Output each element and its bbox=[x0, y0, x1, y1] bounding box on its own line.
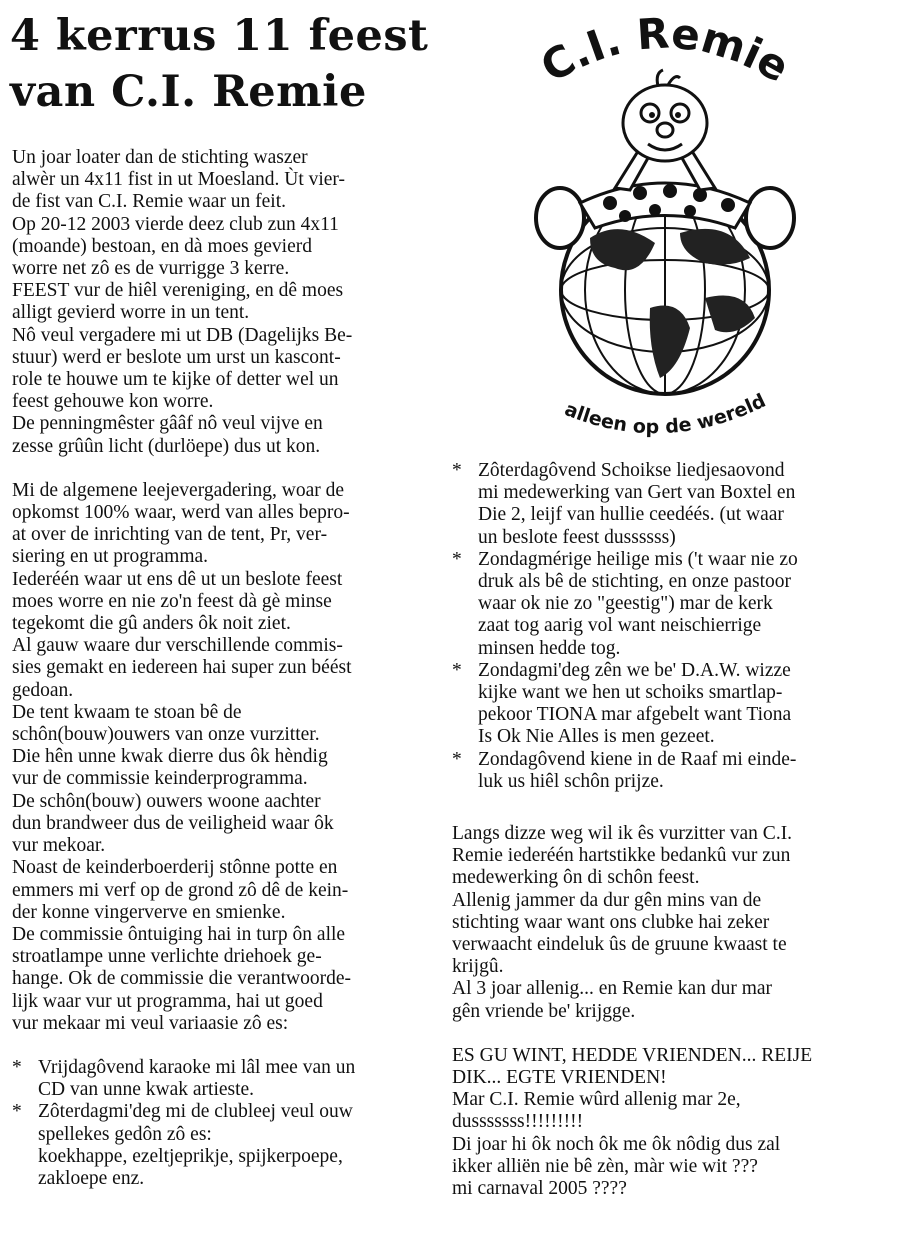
paragraph-gap bbox=[12, 458, 432, 480]
right-column bbox=[452, 460, 880, 1200]
bullet-marker: * bbox=[12, 1101, 22, 1123]
bullet-item bbox=[452, 749, 880, 793]
cartoon-figure-on-globe-icon bbox=[530, 68, 800, 398]
bullet-item bbox=[452, 660, 880, 749]
logo-slogan bbox=[540, 388, 790, 458]
left-column bbox=[12, 147, 432, 1190]
bullet-marker: * bbox=[452, 659, 462, 681]
paragraph: Mar C.I. Remie wûrd allenig mar 2e, dusssssss!!!!!!!!! bbox=[452, 1089, 741, 1133]
bullet-item bbox=[452, 460, 880, 549]
bullet-text: Zondagmérige heilige mis ('t waar nie zo druk als bê de stichting, en onze pastoor waar ok nie zo "geestig") mar de kerk zaat tog aarig vol want neischierrige minsen hedde tog. bbox=[478, 548, 798, 659]
bullet-text: Zôterdagôvend Schoikse liedjesaovond mi medewerking van Gert van Boxtel en Die 2, leijf van hullie ceedéés. (ut waar un beslote feest dussssss) bbox=[478, 460, 796, 548]
paragraph: Nô veul vergadere mi ut DB (Dagelijks Be- stuur) werd er beslote um urst un kascont- role te houwe um te kijke of detter wel un feest gehouwe kon worre. bbox=[12, 324, 353, 413]
paragraph: De schôn(bouw) ouwers woone aachter dun brandweer dus de veiligheid waar ôk vur mekoar. bbox=[12, 790, 334, 857]
paragraph-gap bbox=[452, 1023, 880, 1045]
bullet-marker: * bbox=[452, 460, 462, 481]
paragraph-gap bbox=[12, 1035, 432, 1057]
paragraph: Langs dizze weg wil ik ês vurzitter van C.I. Remie iederéén hartstikke bedankû vur zun medewerking ôn di schôn feest. bbox=[452, 823, 793, 889]
paragraph: Op 20-12 2003 vierde deez club zun 4x11 (moande) bestoan, en dà moes gevierd worre net zô es de vurrigge 3 kerre. bbox=[12, 213, 339, 280]
paragraph: Mi de algemene leejevergadering, woar de opkomst 100% waar, werd van alles bepro- at over de inrichting van de tent, Pr, ver- siering en ut programma. bbox=[12, 479, 350, 568]
bullet-text: Zondagmi'deg zên we be' D.A.W. wizze kijke want we hen ut schoiks smartlap- pekoor TIONA mar afgebelt want Tiona Is Ok Nie Alles is men gezeet. bbox=[478, 659, 792, 748]
bullet-marker: * bbox=[452, 748, 462, 770]
paragraph: De commissie ôntuiging hai in turp ôn alle stroatlampe unne verlichte driehoek ge- hange. Ok de commissie die verantwoorde- lijk waar vur ut programma, hai ut goed vur mekaar mi veul variaasie zô es: bbox=[12, 923, 351, 1034]
bullet-marker: * bbox=[12, 1056, 22, 1078]
club-logo bbox=[500, 8, 830, 463]
paragraph: Allenig jammer da dur gên mins van de stichting waar want ons clubke hai zeker verwaacht eindeluk ûs de gruune kwaast te krijgû. bbox=[452, 889, 787, 978]
logo-slogan-text bbox=[562, 390, 770, 439]
paragraph: Al 3 joar allenig... en Remie kan dur mar gên vriende be' krijgge. bbox=[452, 978, 773, 1022]
paragraph: Iederéén waar ut ens dê ut un beslote feest moes worre en nie zo'n feest dà gè minse tegekomt die gû anders ôk noit ziet. bbox=[12, 568, 343, 635]
bullet-item bbox=[12, 1057, 432, 1101]
paragraph: Die hên unne kwak dierre dus ôk hèndig vur de commissie keinderprogramma. bbox=[12, 746, 328, 790]
title-line-1: 4 kerrus 11 feest bbox=[10, 11, 429, 61]
article-title bbox=[10, 8, 430, 120]
bullet-item bbox=[12, 1101, 432, 1190]
bullet-marker: * bbox=[452, 548, 462, 570]
paragraph: Noast de keinderboerderij stônne potte en emmers mi verf op de grond zô dê de kein- der konne vingerverve en smienke. bbox=[12, 857, 349, 923]
paragraph: FEEST vur de hiêl vereniging, en dê moes alligt gevierd worre in un tent. bbox=[12, 280, 344, 324]
paragraph: De tent kwaam te stoan bê de schôn(bouw)ouwers van onze vurzitter. bbox=[12, 701, 320, 746]
logo-name: C.I. Remie bbox=[532, 8, 798, 92]
paragraph: ES GU WINT, HEDDE VRIENDEN... REIJE DIK... EGTE VRIENDEN! bbox=[452, 1044, 813, 1089]
paragraph: Al gauw waare dur verschillende commis- sies gemakt en iedereen hai super zun béést gedoan. bbox=[12, 635, 352, 701]
logo-slogan-path: alleen op de wereld bbox=[561, 389, 770, 439]
paragraph: Un joar loater dan de stichting waszer alwèr un 4x11 fist in ut Moesland. Ùt vier- de fist van C.I. Remie waar un feit. bbox=[12, 147, 346, 213]
bullet-text: Zondagôvend kiene in de Raaf mi einde- luk us hiêl schôn prijze. bbox=[478, 748, 797, 792]
bullet-text: Zôterdagmi'deg mi de clubleej veul ouw spellekes gedôn zô es: koekhappe, ezeltjeprikje, spijkerpoepe, zakloepe enz. bbox=[38, 1101, 353, 1189]
paragraph-gap bbox=[452, 793, 880, 823]
paragraph: Di joar hi ôk noch ôk me ôk nôdig dus zal ikker alliën nie bê zèn, màr wie wit ??? mi carnaval 2005 ???? bbox=[452, 1133, 781, 1200]
paragraph: De penningmêster gââf nô veul vijve en zesse grûûn licht (durlöepe) dus ut kon. bbox=[12, 413, 323, 457]
title-line-2: van C.I. Remie bbox=[10, 67, 367, 117]
bullet-text: Vrijdagôvend karaoke mi lâl mee van un CD van unne kwak artieste. bbox=[38, 1056, 356, 1101]
bullet-item bbox=[452, 549, 880, 660]
